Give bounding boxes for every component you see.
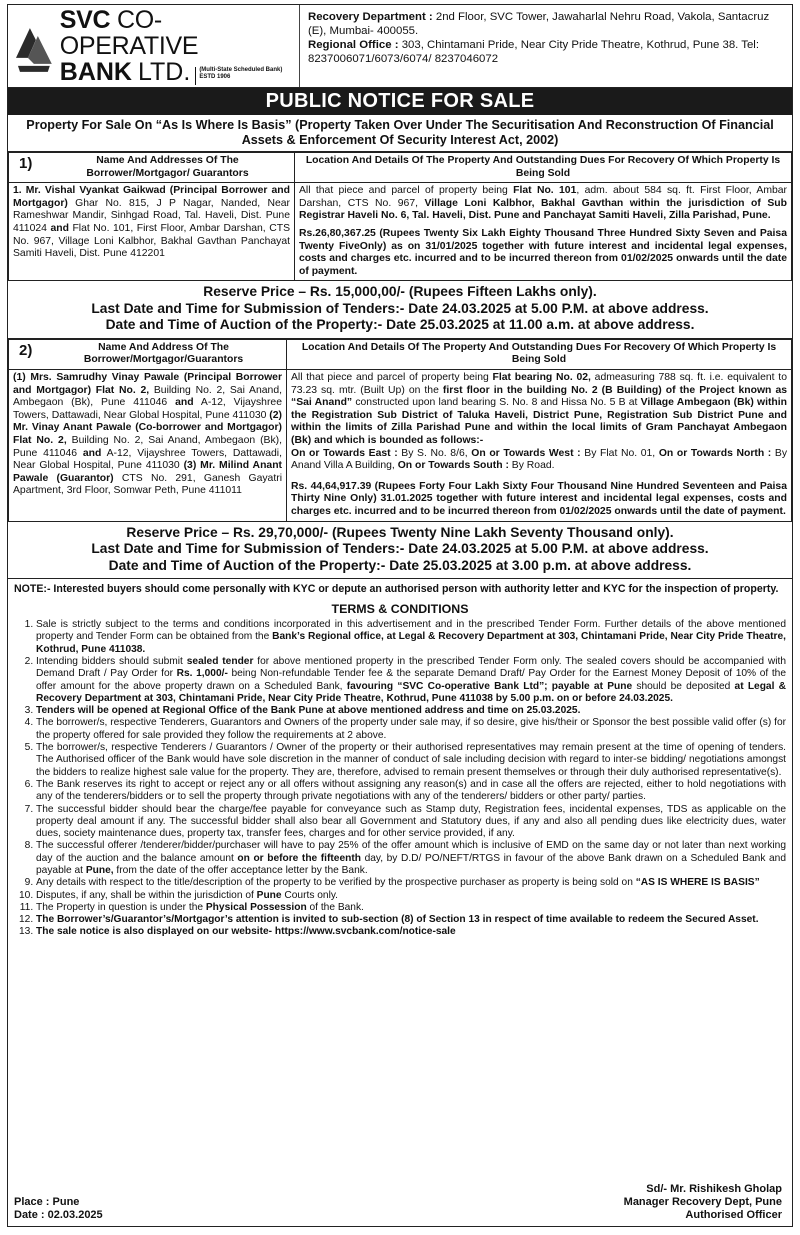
term-item: 4. The borrower/s, respective Tenderers, Guarantors and Owners of the property under sale may, if so desire, give his/their or Sponsor the best possible valid offer (s) for the property offered for sale provided they follow the requirements at 2 above. bbox=[36, 717, 786, 742]
tender-deadline: Last Date and Time for Submission of Tenders:- Date 24.03.2025 at 5.00 P.M. at above address. bbox=[91, 541, 709, 557]
property-table-2 bbox=[8, 339, 792, 522]
notice-page bbox=[7, 4, 793, 1227]
reserve-price: Reserve Price – Rs. 15,000,00/- (Rupees Fifteen Lakhs only). bbox=[203, 284, 597, 300]
property-details: All that piece and parcel of property being Flat bearing No. 02, admeasuring 788 sq. ft. i.e. equivalent to 73.23 sq. mtr. (Built Up) on the first floor in the building No. 2 (B Building) of the Project known as “Sai Anand” constructed upon land bearing S. No. 8 and Hissa No. 5 B at Village Ambegaon (Bk) within the Registration Sub District of Taluka Haveli, District Pune, Registration Sub District Pune and within the limits of Zilla Parishad Pune and within the local limits of Gram Panchayat Ambegaon (Bk) and which is bounded as follows:- On or Towards East : By S. No. 8/6, On or Towards West : By Flat No. 01, On or Towards North : By Anand Villa A Building, On or Towards South : By Road. Rs. 44,64,917.39 (Rupees Forty Four Lakh Sixty Four Thousand Nine Hundred Seventeen and Paisa Thirty Nine Only) 31.01.2025 together with future interest and incidental legal expenses, costs and charges etc. incurred and to be incurred thereon from 01/02/2025 onwards until the date of payment. bbox=[287, 370, 792, 522]
signatory-role: Authorised Officer bbox=[685, 1209, 782, 1221]
term-item: 7. The successful bidder should bear the charge/fee payable for conveyance such as Stamp duty, Registration fees, incidental expenses, TDS as applicable on the property deal amount if any. The successful bidder shall also bear all Government and Statutory dues, if any and also all pending dues like electricity dues, water dues, society maintenance dues, property tax, transfer fees, charges and for other service provided, if any. bbox=[36, 804, 786, 841]
notice-subtitle: Property For Sale On “As Is Where Is Basis” (Property Taken Over Under The Securitisation And Reconstruction Of Financial Assets & Enforcement Of Security Interest Act, 2002) bbox=[8, 115, 792, 152]
term-item: 12. The Borrower’s/Guarantor’s/Mortgagor’s attention is invited to sub-section (8) of Section 13 in respect of time available to redeem the Secured Asset. bbox=[36, 914, 786, 926]
signature-block bbox=[624, 1183, 782, 1222]
term-item bbox=[36, 926, 786, 938]
notice-title: PUBLIC NOTICE FOR SALE bbox=[8, 88, 792, 115]
column-header-borrower: 2) Name And Address Of The Borrower/Mortgagor/Guarantors bbox=[9, 339, 287, 369]
reserve-block-1 bbox=[8, 281, 792, 339]
place-date bbox=[14, 1196, 103, 1222]
column-header-property: Location And Details Of The Property And Outstanding Dues For Recovery Of Which Property Is Being Sold bbox=[295, 153, 792, 183]
terms-list bbox=[8, 619, 792, 939]
reserve-block-2 bbox=[8, 522, 792, 580]
svc-logo-icon bbox=[14, 18, 54, 74]
term-item: 9. Any details with respect to the title/description of the property to be verified by the prospective purchaser as property is being sold on “AS IS WHERE IS BASIS” bbox=[36, 877, 786, 889]
term-item: 2. Intending bidders should submit sealed tender for above mentioned property in the prescribed Tender Form only. The sealed covers should be accompanied with Demand Draft / Pay Order for Rs. 1,000/- being Non-refundable Tender fee & the separate Demand Draft/ Pay Order for the Earnest Money Deposit of 10% of the offer amount for the above property drawn on a Scheduled Bank, favouring “SVC Co-operative Bank Ltd”; payable at Pune should be deposited at Legal & Recovery Department at 303, Chintamani Pride, Near City Pride Theatre, Kothrud, Pune 411038 by 5.00 p.m. on or before 24.03.2025. bbox=[36, 656, 786, 705]
term-item: 8. The successful offerer /tenderer/bidder/purchaser will have to pay 25% of the offer amount which is inclusive of EMD on the same day or not later than next working day of the auction and the balance amount on or before the fifteenth day, by D.D/ PO/NEFT/RTGS in favour of the above Bank drawn on a Scheduled Bank and payable at Pune, from the date of the offer acceptance letter by the Bank. bbox=[36, 840, 786, 877]
place: Place : Pune bbox=[14, 1196, 80, 1208]
term-item: 5. The borrower/s, respective Tenderers / Guarantors / Owner of the property or their authorised representatives may remain present at the time of opening of tenders. The Authorised officer of the Bank would have sole discretion in the manner of conduct of sale including decision with regard to inter-se bidding/ negotiations amongst the bidders to realize highest sale value for the property. They are, therefore, advised to remain present themselves or through their duly authorised representative(s). bbox=[36, 742, 786, 779]
borrower-details: (1) Mrs. Samrudhy Vinay Pawale (Principal Borrower and Mortgagor) Flat No. 2, Building No. 2, Sai Anand, Ambegaon (Bk), Pune 411046 and A-12, Vijayshree Towers, Dattawadi, Near Global Hospital, Pune 411030 (2) Mr. Vinay Anant Pawale (Co-borrower and Mortgagor) Flat No. 2, Building No. 2, Sai Anand, Ambegaon (Bk), Pune 411046 and A-12, Vijayshree Towers, Dattawadi, Near Global Hospital, Pune 411030 (3) Mr. Milind Anant Pawale (Guarantor) CTS No. 291, Ganesh Gayatri Apartment, 3rd Floor, Somwar Peth, Pune 411011 bbox=[9, 370, 287, 522]
terms-heading: TERMS & CONDITIONS bbox=[331, 602, 469, 617]
bank-logo bbox=[8, 5, 300, 87]
term-item: 3. Tenders will be opened at Regional Office of the Bank Pune at above mentioned address and time on 25.03.2025. bbox=[36, 705, 786, 717]
column-header-borrower: 1) Name And Addresses Of The Borrower/Mortgagor/ Guarantors bbox=[9, 153, 295, 183]
bank-name-line2: BANK LTD. (Multi-State Scheduled Bank) ESTD 1906 bbox=[59, 58, 283, 86]
header bbox=[8, 5, 792, 88]
borrower-details: 1. Mr. Vishal Vyankat Gaikwad (Principal Borrower and Mortgagor) Ghar No. 815, J P Nagar, Nanded, Near Rameshwar Mandir, Sinhgad Road, Tal. Haveli, Dist. Pune 411024 and Flat No. 101, First Floor, Ambar Darshan, CTS No. 967, Village Loni Kalbhor, Bakhal Gavthan Panchayat Samiti Haveli, Dist. Pune 412201 bbox=[9, 183, 295, 281]
property-details: All that piece and parcel of property being Flat No. 101, adm. about 584 sq. ft. First Floor, Ambar Darshan, CTS No. 967, Village Loni Kalbhor, Bakhal Gavthan within the jurisdiction of Sub Registrar Haveli No. 6, Tal. Haveli, Dist. Pune and Panchayat Samiti Haveli, Zilla Parishad, Pune. Rs.26,80,367.25 (Rupees Twenty Six Lakh Eighty Thousand Three Hundred Sixty Seven and Paisa Twenty FiveOnly) as on 31/01/2025 together with future interest and incidental legal expenses, costs and charges etc. incurred and to be incurred thereon from 01/02/2025 onwards until the date of payment. bbox=[295, 183, 792, 281]
reserve-price: Reserve Price – Rs. 29,70,000/- (Rupees Twenty Nine Lakh Seventy Thousand only). bbox=[126, 524, 674, 540]
term-item: 1. Sale is strictly subject to the terms and conditions incorporated in this advertisement and in the prescribed Tender Form. Further details of the above mentioned property and Tender Form can be obtained from the Bank’s Regional office, at Legal & Recovery Department at 303, Chintamani Pride, Near City Pride Theatre, Kothrud, Pune 411038. bbox=[36, 619, 786, 656]
auction-date: Date and Time of Auction of the Property:- Date 25.03.2025 at 11.00 a.m. at above address. bbox=[105, 317, 695, 333]
signatory-name: Sd/- Mr. Rishikesh Gholap bbox=[646, 1183, 782, 1195]
term-item: 11. The Property in question is under the Physical Possession of the Bank. bbox=[36, 902, 786, 914]
tender-deadline: Last Date and Time for Submission of Tenders:- Date 24.03.2025 at 5.00 P.M. at above address. bbox=[91, 300, 709, 316]
bank-addresses: Recovery Department : 2nd Floor, SVC Tower, Jawaharlal Nehru Road, Vakola, Santacruz (E), Mumbai- 400055. Regional Office : 303, Chintamani Pride, Near City Pride Theatre, Kothrud, Pune 38. Tel: 8237006071/6073/6074/ 8237046072 bbox=[308, 11, 770, 65]
signatory-title: Manager Recovery Dept, Pune bbox=[623, 1196, 782, 1208]
term-item: 6. The Bank reserves its right to accept or reject any or all offers without assigning any reason(s) and in case all the offers are rejected, either to hold negotiations with any of the tenderers/bidders or to sell the property through private negotiations with any of the tenderers/ bidders or other party/ parties. bbox=[36, 779, 786, 804]
column-header-property: Location And Details Of The Property And Outstanding Dues For Recovery Of Which Property Is Being Sold bbox=[287, 339, 792, 369]
outstanding-dues: Rs.26,80,367.25 (Rupees Twenty Six Lakh Eighty Thousand Three Hundred Sixty Seven and Paisa Twenty FiveOnly) as on 31/01/2025 together with future interest and incidental legal expenses, costs and charges etc. incurred and to be incurred thereon from 01/02/2025 onwards until the date of payment. bbox=[299, 227, 787, 277]
website-link[interactable]: The sale notice is also displayed on our website- https://www.svcbank.com/notice-sale bbox=[36, 926, 456, 938]
date: Date : 02.03.2025 bbox=[14, 1209, 103, 1221]
outstanding-dues: Rs. 44,64,917.39 (Rupees Forty Four Lakh Sixty Four Thousand Nine Hundred Seventeen and Paisa Thirty Nine Only) 31.01.2025 together with future interest and incidental legal expenses, costs and charges etc. incurred and to be incurred thereon from 01/02/2025 onwards until the date of payment. bbox=[291, 480, 787, 517]
bank-name-line1: SVC CO-OPERATIVE bbox=[59, 6, 199, 60]
bank-tagline: (Multi-State Scheduled Bank) ESTD 1906 bbox=[195, 67, 282, 85]
kyc-note: NOTE:- Interested buyers should come personally with KYC or depute an authorised person with authority letter and KYC for the inspection of property. bbox=[14, 583, 779, 596]
term-item: 10. Disputes, if any, shall be within the jurisdiction of Pune Courts only. bbox=[36, 890, 786, 902]
auction-date: Date and Time of Auction of the Property:- Date 25.03.2025 at 3.00 p.m. at above address. bbox=[108, 557, 692, 573]
property-table-1 bbox=[8, 152, 792, 281]
